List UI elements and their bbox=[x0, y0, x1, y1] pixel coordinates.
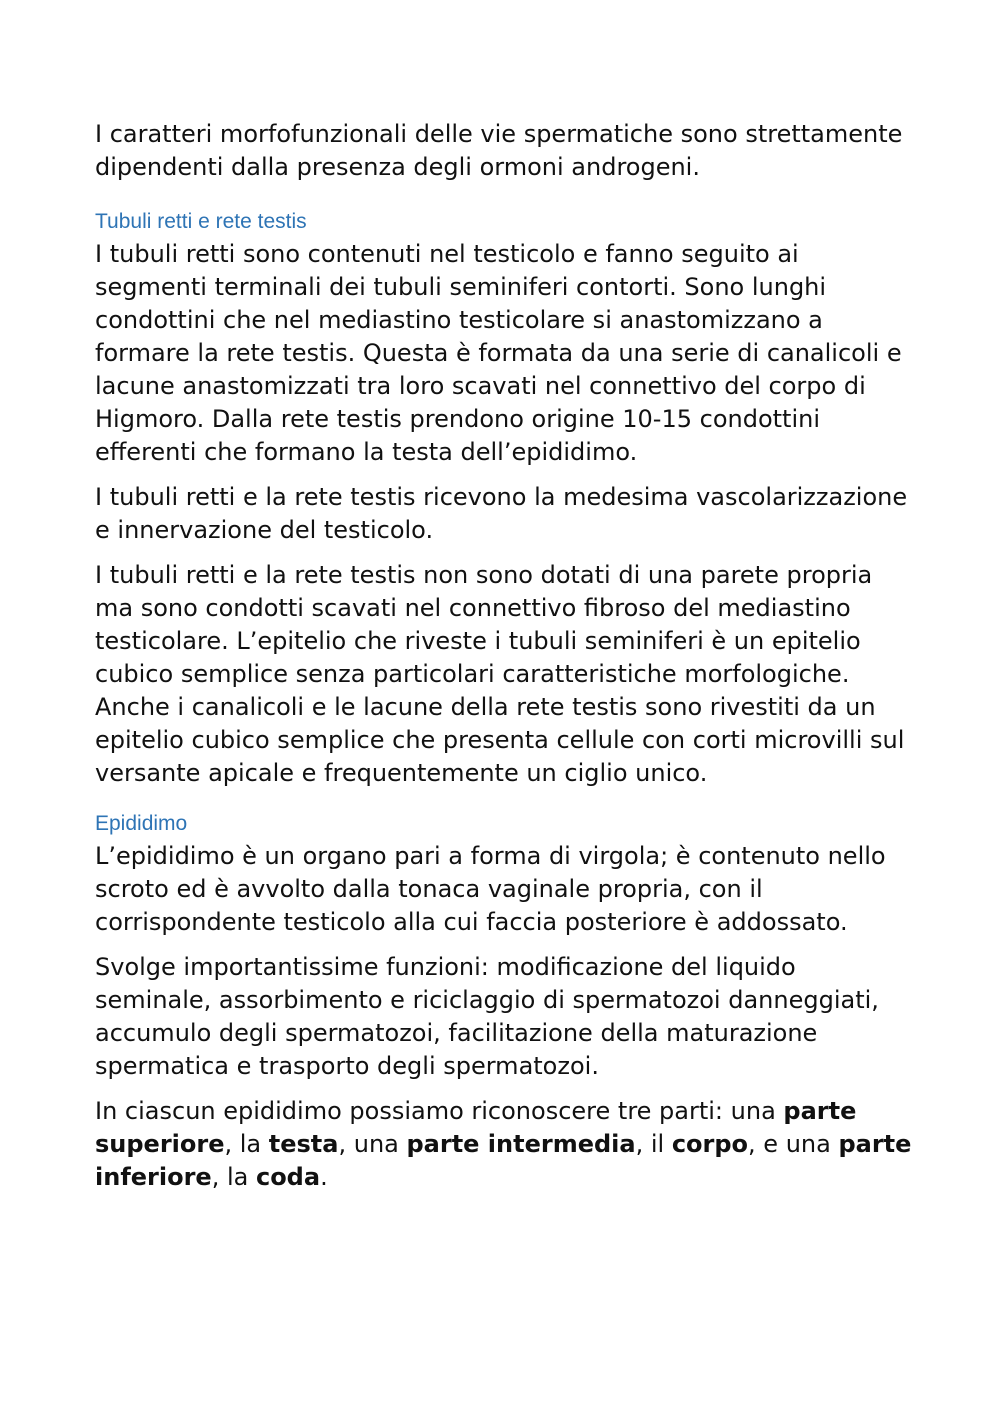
bold-term: parte inferiore bbox=[95, 1130, 912, 1191]
bold-term: parte superiore bbox=[95, 1097, 857, 1158]
text-run: , e una bbox=[748, 1130, 839, 1158]
text-run: , la bbox=[211, 1163, 256, 1191]
section-heading-epididimo: Epididimo bbox=[95, 812, 188, 835]
text-run: , il bbox=[635, 1130, 672, 1158]
bold-term: coda bbox=[255, 1163, 321, 1191]
tubuli-paragraph-1: I tubuli retti sono contenuti nel testicolo e fanno seguito ai segmenti terminali dei tubuli seminiferi contorti. Sono lunghi condottini che nel mediastino testicolare si anastomizzano a formare la rete testis. Questa è formata da una serie di canalicoli e lacune anastomizzati tra loro scavati nel connettivo del corpo di Higmoro. Dalla rete testis prendono origine 10-15 condottini efferenti che formano la testa dell’epididimo. bbox=[95, 240, 902, 466]
bold-term: parte intermedia bbox=[406, 1130, 636, 1158]
epididimo-paragraph-3 bbox=[95, 1095, 915, 1194]
text-run: , una bbox=[338, 1130, 407, 1158]
bold-term: testa bbox=[268, 1130, 339, 1158]
intro-paragraph: I caratteri morfofunzionali delle vie spermatiche sono strettamente dipendenti dalla presenza degli ormoni androgeni. bbox=[95, 120, 903, 181]
text-run: . bbox=[320, 1163, 328, 1191]
text-run: , la bbox=[224, 1130, 269, 1158]
tubuli-paragraph-2: I tubuli retti e la rete testis ricevono la medesima vascolarizzazione e innervazione del testicolo. bbox=[95, 483, 908, 544]
bold-term: corpo bbox=[671, 1130, 749, 1158]
epididimo-paragraph-2: Svolge importantissime funzioni: modificazione del liquido seminale, assorbimento e riciclaggio di spermatozoi danneggiati, accumulo degli spermatozoi, facilitazione della maturazione spermatica e trasporto degli spermatozoi. bbox=[95, 953, 879, 1080]
section-heading-tubuli: Tubuli retti e rete testis bbox=[95, 210, 307, 233]
text-run: In ciascun epididimo possiamo riconoscere tre parti: una bbox=[95, 1097, 784, 1125]
tubuli-paragraph-3: I tubuli retti e la rete testis non sono dotati di una parete propria ma sono condotti scavati nel connettivo fibroso del mediastino testicolare. L’epitelio che riveste i tubuli seminiferi è un epitelio cubico semplice senza particolari caratteristiche morfologiche. Anche i canalicoli e le lacune della rete testis sono rivestiti da un epitelio cubico semplice che presenta cellule con corti microvilli sul versante apicale e frequentemente un ciglio unico. bbox=[95, 561, 905, 787]
document-page bbox=[95, 118, 915, 1206]
epididimo-paragraph-1: L’epididimo è un organo pari a forma di virgola; è contenuto nello scroto ed è avvolto dalla tonaca vaginale propria, con il corrispondente testicolo alla cui faccia posteriore è addossato. bbox=[95, 842, 886, 936]
